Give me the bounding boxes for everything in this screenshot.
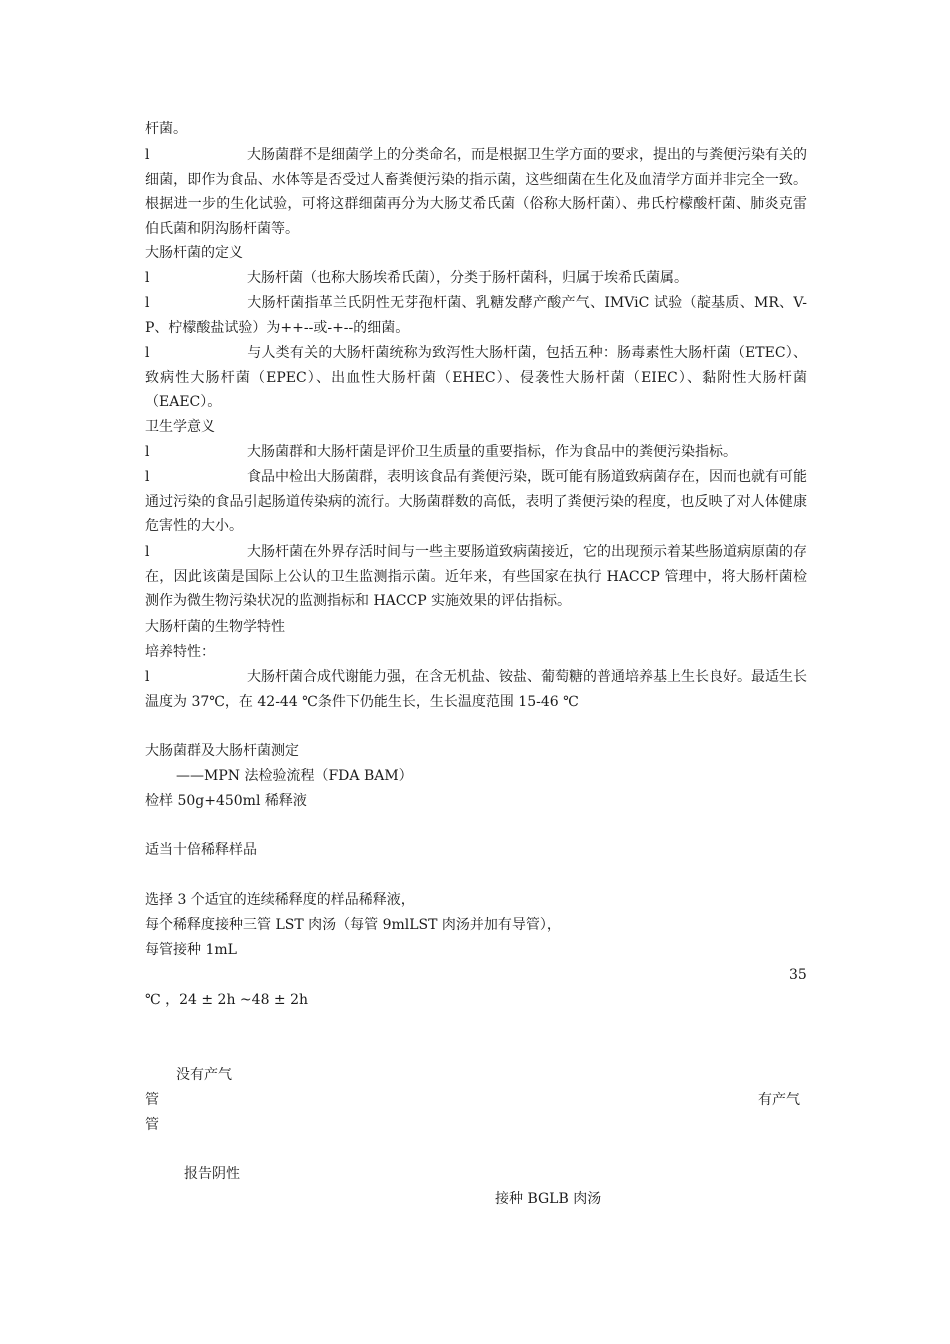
flow-step-sample: 检样 50g+450ml 稀释液 xyxy=(145,793,307,809)
flow-step-inoculate: 每个稀释度接种三管 LST 肉汤（每管 9mlLST 肉汤并加有导管）， xyxy=(145,917,561,933)
bullet-marker: l xyxy=(145,147,150,163)
continuation-text: 杆菌。 xyxy=(145,121,187,137)
flow-step-volume: 每管接种 1mL xyxy=(145,942,237,958)
paragraph-text: 食品中检出大肠菌群，表明该食品有粪便污染，既可能有肠道致病菌存在，因而也就有可能通过污染的食品引起肠道传染病的流行。大肠菌群数的高低，表明了粪便污染的程度，也反映了对人体健康危害性的大小。 xyxy=(145,469,807,535)
paragraph-text: 大肠杆菌（也称大肠埃希氏菌），分类于肠杆菌科，归属于埃希氏菌属。 xyxy=(247,270,688,286)
paragraph-text: 大肠杆菌在外界存活时间与一些主要肠道致病菌接近，它的出现预示着某些肠道病原菌的存在，因此该菌是国际上公认的卫生监测指示菌。近年来，有些国家在执行 HACCP 管理中，将大肠杆菌检测作为微生物污染状况的监测指标和 HACCP 实施效果的评估指标。 xyxy=(145,544,807,610)
hygiene-item xyxy=(145,540,807,614)
label-tube: 管 xyxy=(145,1117,159,1133)
bullet-marker: l xyxy=(145,270,150,286)
bullet-marker: l xyxy=(145,295,150,311)
flow-step-select: 选择 3 个适宜的连续稀释度的样品稀释液， xyxy=(145,892,415,908)
section-heading-definition: 大肠杆菌的定义 xyxy=(145,245,243,261)
paragraph-text: 大肠菌群不是细菌学上的分类命名，而是根据卫生学方面的要求，提出的与粪便污染有关的细菌，即作为食品、水体等是否受过人畜粪便污染的指示菌，这些细菌在生化及血清学方面并非完全一致。根据进一步的生化试验，可将这群细菌再分为大肠艾希氏菌（俗称大肠杆菌）、弗氏柠檬酸杆菌、肺炎克雷伯氏菌和阴沟肠杆菌等。 xyxy=(145,147,807,237)
paragraph-text: 大肠杆菌指革兰氏阴性无芽孢杆菌、乳糖发酵产酸产气、IMViC 试验（靛基质、MR、V-P、柠檬酸盐试验）为++--或-+--的细菌。 xyxy=(145,295,807,336)
label-no-gas: 没有产气 xyxy=(176,1067,232,1083)
section-heading-hygiene: 卫生学意义 xyxy=(145,419,215,435)
paragraph-text: 大肠杆菌合成代谢能力强，在含无机盐、铵盐、葡萄糖的普通培养基上生长良好。最适生长温度为 37℃，在 42-44 ℃条件下仍能生长，生长温度范围 15-46 ℃ xyxy=(145,669,807,710)
incubation-temperature: 35 xyxy=(789,967,807,983)
bullet-marker: l xyxy=(145,469,150,485)
paragraph-text: 与人类有关的大肠杆菌统称为致泻性大肠杆菌，包括五种：肠毒素性大肠杆菌（ETEC）、致病性大肠杆菌（EPEC）、出血性大肠杆菌（EHEC）、侵袭性大肠杆菌（EIEC）、黏附性大肠杆菌（EAEC）。 xyxy=(145,345,807,411)
mpn-title: 大肠菌群及大肠杆菌测定 xyxy=(145,743,299,759)
label-tube: 管 xyxy=(145,1092,159,1108)
section-heading-biology: 大肠杆菌的生物学特性 xyxy=(145,619,285,635)
incubation-time: ℃ ，24 ± 2h ~48 ± 2h xyxy=(145,992,309,1008)
coliform-paragraph xyxy=(145,143,807,241)
definition-item xyxy=(145,266,807,291)
flow-step-dilution: 适当十倍稀释样品 xyxy=(145,842,257,858)
subheading-culture: 培养特性： xyxy=(145,644,215,660)
bullet-marker: l xyxy=(145,444,150,460)
paragraph-text: 大肠菌群和大肠杆菌是评价卫生质量的重要指标，作为食品中的粪便污染指标。 xyxy=(247,444,737,460)
hygiene-item xyxy=(145,440,807,465)
bullet-marker: l xyxy=(145,669,150,685)
definition-item xyxy=(145,341,807,415)
label-inoculate-bglb: 接种 BGLB 肉汤 xyxy=(495,1191,602,1207)
label-report-negative: 报告阴性 xyxy=(184,1166,240,1182)
mpn-subtitle: ——MPN 法检验流程（FDA BAM） xyxy=(176,768,413,784)
definition-item xyxy=(145,291,807,340)
bullet-marker: l xyxy=(145,544,150,560)
label-gas: 有产气 xyxy=(758,1092,800,1108)
bullet-marker: l xyxy=(145,345,150,361)
biology-item xyxy=(145,665,807,714)
hygiene-item xyxy=(145,465,807,539)
